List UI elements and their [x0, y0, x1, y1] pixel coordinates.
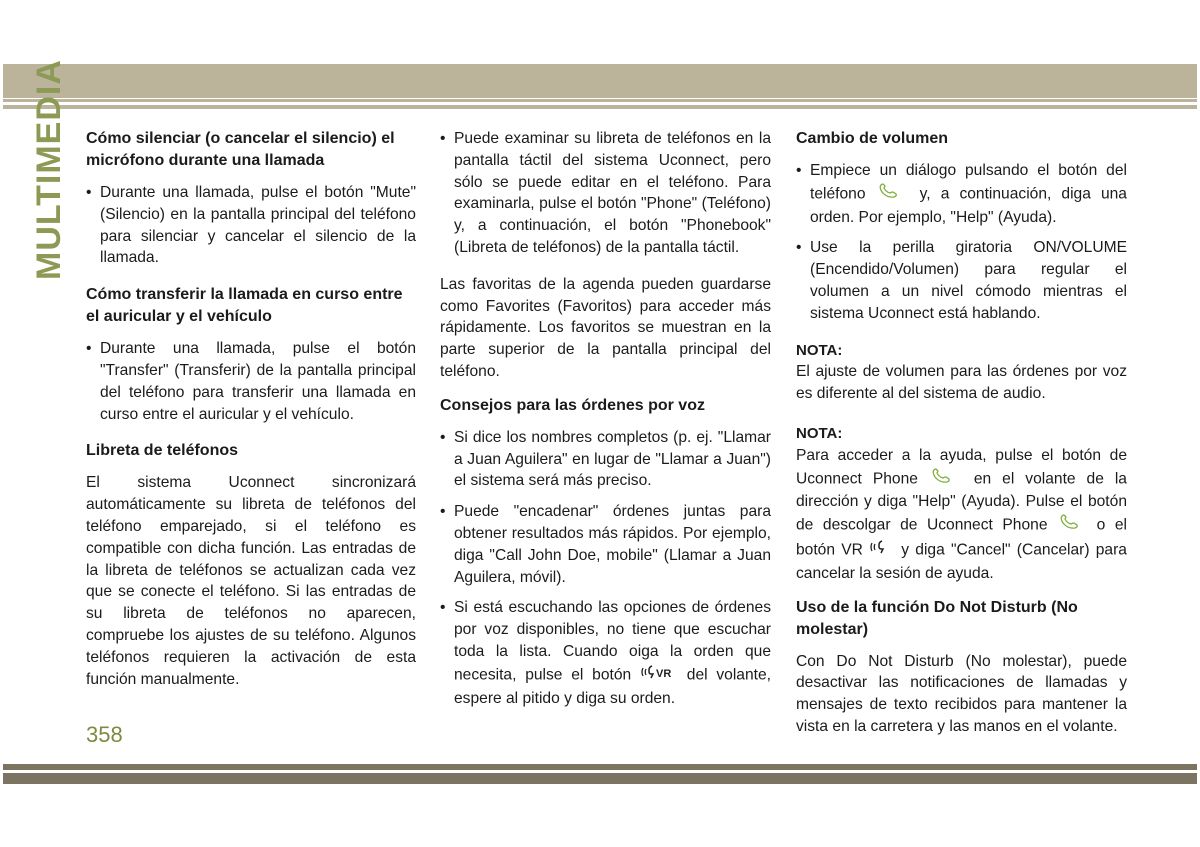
paragraph-do-not-disturb: Con Do Not Disturb (No molestar), puede desactivar las notificaciones de llamadas y mensajes de texto recibidos para mantener la vista en la carretera y las manos en el volante.: [796, 652, 1127, 735]
svg-text:VR: VR: [655, 667, 672, 680]
note-help-text-c: o el botón VR: [796, 516, 1127, 559]
bullet-dialog-text-b: y, a continuación, diga una orden. Por ejemplo, "Help" (Ayuda).: [810, 185, 1127, 226]
phone-icon: [1057, 513, 1087, 538]
heading-do-not-disturb: Uso de la función Do Not Disturb (No molestar): [796, 598, 1078, 638]
phone-icon: [876, 182, 910, 207]
heading-phonebook: Libreta de teléfonos: [86, 442, 239, 460]
column-1: [86, 128, 416, 702]
voice-recognition-icon: [640, 663, 678, 688]
bullet-full-names: • Si dice los nombres completos (p. ej. "Llamar a Juan Aguilera" en lugar de "Llamar a Juan") el sistema será más preciso.: [440, 427, 771, 492]
bullet-listen-text-b: del volante, espere al pitido y diga su orden.: [454, 666, 771, 707]
heading-transfer: Cómo transferir la llamada en curso entre el auricular y el vehículo: [86, 286, 403, 326]
bullet-dialog-text-a: Empiece un diálogo pulsando el botón del teléfono: [810, 162, 1127, 203]
header-band-stripe: [3, 102, 1197, 105]
bullet-volume-knob: • Use la perilla giratoria ON/VOLUME (Encendido/Volumen) para regular el volumen a un nivel cómodo mientras el sistema Uconnect está hablando.: [796, 237, 1127, 324]
note-label-2: NOTA:: [796, 424, 843, 442]
bullet-listen-options: [440, 597, 771, 709]
footer-band-stripe: [3, 770, 1197, 773]
bullet-mute: • Durante una llamada, pulse el botón "Mute" (Silencio) en la pantalla principal del teléfono para silenciar y cancelar el silencio de la llamada.: [86, 182, 416, 269]
header-band: [3, 64, 1197, 98]
section-title: MULTIMEDIA: [30, 59, 68, 280]
note-label-1: NOTA:: [796, 341, 843, 359]
bullet-browse-phonebook: • Puede examinar su libreta de teléfonos en la pantalla táctil del sistema Uconnect, pero sólo se puede editar en el teléfono. Para examinarla, pulse el botón "Phone" (Teléfono) y, a continuación, el botón "Phonebook" (Libreta de teléfonos) de la pantalla táctil.: [440, 128, 771, 259]
footer-band: [3, 764, 1197, 784]
paragraph-favorites: Las favoritas de la agenda pueden guardarse como Favorites (Favoritos) para acceder más rápidamente. Los favoritos se muestran en la parte superior de la pantalla principal del teléfono.: [440, 275, 771, 380]
heading-mute: Cómo silenciar (o cancelar el silencio) el micrófono durante una llamada: [86, 130, 395, 169]
page-number: 358: [86, 722, 123, 747]
heading-voice-tips: Consejos para las órdenes por voz: [440, 396, 705, 414]
note-help: [796, 445, 1127, 585]
note-help-text-a: Para acceder a la ayuda, pulse el botón de Uconnect Phone: [796, 446, 1127, 488]
column-3: [796, 128, 1127, 750]
heading-volume: Cambio de volumen: [796, 130, 949, 147]
phone-icon: [929, 467, 963, 492]
paragraph-phonebook: El sistema Uconnect sincronizará automáticamente su libreta de teléfonos del teléfono emparejado, si el teléfono es compatible con dicha función. Las entradas de la libreta de teléfonos se actualizan cada vez que se conecte el teléfono. Si las entradas de su libreta de teléfonos no aparecen, compruebe los ajustes de su teléfono. Algunos teléfonos requieren la activación de esta función manualmente.: [86, 474, 416, 688]
bullet-start-dialog: [796, 160, 1127, 228]
voice-recognition-icon: [869, 538, 895, 563]
bullet-transfer: • Durante una llamada, pulse el botón "Transfer" (Transferir) de la pantalla principal del teléfono para transferir una llamada en curso entre el auricular y el vehículo.: [86, 338, 416, 425]
note-help-text-d: y diga "Cancel" (Cancelar) para cancelar la sesión de ayuda.: [796, 541, 1127, 582]
note-volume: El ajuste de volumen para las órdenes por voz es diferente al del sistema de audio.: [796, 363, 1127, 403]
note-help-text-b: en el volante de la dirección y diga "Help" (Ayuda). Pulse el botón de descolgar de Uconnect Phone: [796, 470, 1127, 534]
bullet-chain-commands: • Puede "encadenar" órdenes juntas para obtener resultados más rápidos. Por ejemplo, diga "Call John Doe, mobile" (Llamar a Juan Aguilera, móvil).: [440, 501, 771, 588]
column-2: [440, 128, 771, 718]
bullet-listen-text-a: Si está escuchando las opciones de órdenes por voz disponibles, no tiene que escuchar toda la lista. Cuando oiga la orden que necesita, pulse el botón: [454, 599, 771, 684]
